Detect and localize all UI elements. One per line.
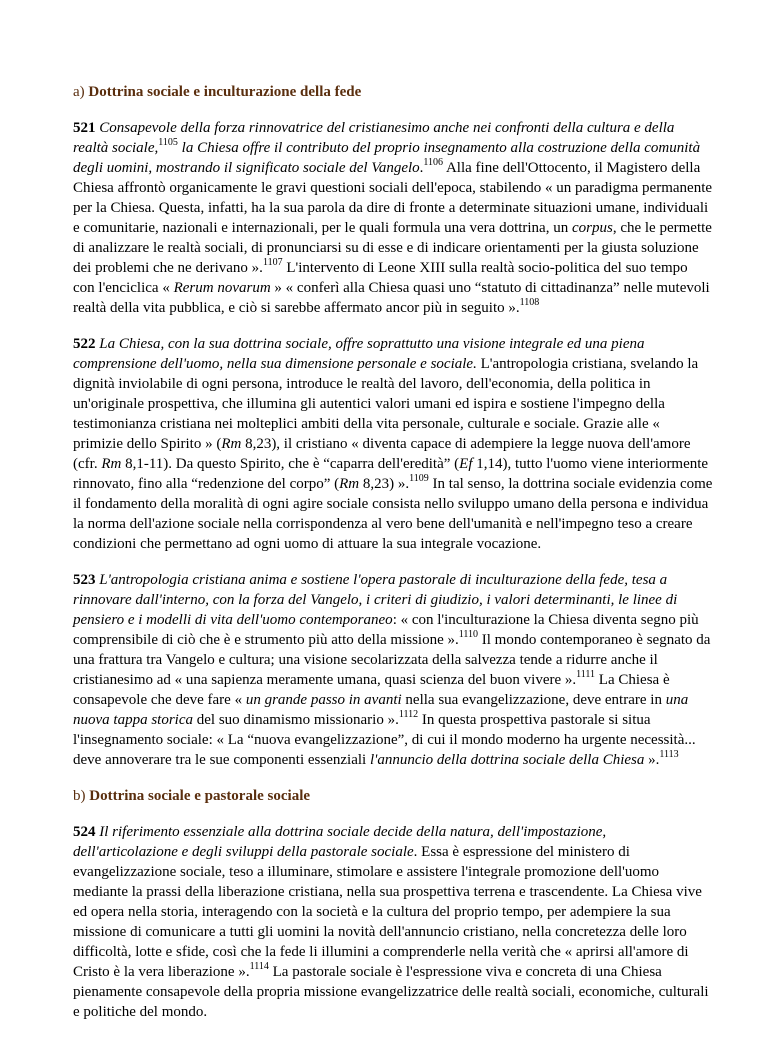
text: 8,23), il cristiano « diventa capace di adempiere la legge nuova dell'amore (cfr. xyxy=(73,436,691,472)
paragraph-522 xyxy=(73,334,713,554)
italic-text: corpus xyxy=(571,220,613,236)
footnote-ref[interactable]: 1110 xyxy=(458,629,479,640)
paragraph-number: 524 xyxy=(73,824,96,840)
footnote-ref[interactable]: 1106 xyxy=(423,157,444,168)
paragraph-number: 521 xyxy=(73,120,96,136)
text: La Chiesa è consapevole che deve fare « xyxy=(73,672,670,708)
footnote-ref[interactable]: 1105 xyxy=(158,137,178,148)
document-page xyxy=(73,68,713,1038)
text: del suo dinamismo missionario ». xyxy=(193,712,399,728)
footnote-ref[interactable]: 1114 xyxy=(249,961,269,972)
paragraph-number: 523 xyxy=(73,572,96,588)
paragraph-521 xyxy=(73,118,713,318)
italic-text: Consapevole della forza rinnovatrice del cristianesimo anche nei confronti della cultura e della realtà sociale, xyxy=(73,120,675,156)
italic-text: L'antropologia cristiana anima e sostiene l'opera pastorale di inculturazione della fede, tesa a rinnovare dall'interno, con la forza del Vangelo, i criteri di giudizio, i valori determinanti, le linee di pensiero e i modelli di vita dell'uomo contemporaneo xyxy=(73,572,678,628)
footnote-ref[interactable]: 1112 xyxy=(398,709,419,720)
italic-text: La Chiesa, con la sua dottrina sociale, offre soprattutto una visione integrale ed una piena comprensione dell'uomo, nella sua dimensione personale e sociale. xyxy=(73,336,645,372)
text: : « con l'inculturazione la Chiesa diventa segno più comprensibile di ciò che è e strumento più atto della missione ». xyxy=(73,612,699,648)
text: . xyxy=(419,160,424,176)
section-letter: b) xyxy=(73,788,90,804)
text: ». xyxy=(644,752,660,768)
text: La pastorale sociale è l'espressione viva e concreta di una Chiesa pienamente consapevole della propria missione evangelizzatrice delle realtà sociali, economiche, culturali e politiche del mondo. xyxy=(73,964,709,1020)
text: L'intervento di Leone XIII sulla realtà socio-politica del suo tempo con l'enciclica « xyxy=(73,260,688,296)
italic-text: una nuova tappa storica xyxy=(73,692,689,728)
text: 1,14), tutto l'uomo viene interiormente rinnovato, fino alla “redenzione del corpo” ( xyxy=(73,456,709,492)
section-heading-a xyxy=(73,82,713,102)
text: Alla fine dell'Ottocento, il Magistero della Chiesa affrontò organicamente le gravi questioni sociali dell'epoca, stabilendo « un paradigma permanente per la Chiesa. Questa, infatti, ha la sua parola da dire di fronte a determinate situazioni umane, individuali e comunitarie, nazionali e internazionali, per le quali formula una vera dottrina, un xyxy=(73,160,713,236)
text: . Essa è espressione del ministero di evangelizzazione sociale, teso a illuminare, stimolare e assistere l'integrale promozione dell'uomo mediante la prassi della liberazione cristiana, nella sua prospettiva terrena e trascendente. La Chiesa vive ed opera nella storia, interagendo con la società e la cultura del proprio tempo, per adempiere la sua missione di comunicare a tutti gli uomini la novità dell'annuncio cristiano, nella concretezza delle loro difficoltà, lotte e sfide, così che la fede li illumini a comprenderle nella verità che « aprirsi all'amore di Cristo è la vera liberazione ». xyxy=(73,844,702,980)
footnote-ref[interactable]: 1107 xyxy=(262,257,283,268)
section-title: Dottrina sociale e inculturazione della fede xyxy=(88,84,362,100)
footnote-ref[interactable]: 1108 xyxy=(519,297,540,308)
paragraph-number: 522 xyxy=(73,336,96,352)
italic-text: Rm xyxy=(101,456,122,472)
paragraph-524 xyxy=(73,822,713,1022)
text: Il mondo contemporaneo è segnato da una frattura tra Vangelo e cultura; una visione secolarizzata della salvezza tende a ridurre anche il cristianesimo ad « una sapienza meramente umana, quasi scienza del buon vivere ». xyxy=(73,632,711,688)
italic-text: Rm xyxy=(339,476,360,492)
section-title: Dottrina sociale e pastorale sociale xyxy=(89,788,311,804)
text: In questa prospettiva pastorale si situa l'insegnamento sociale: « La “nuova evangelizzazione”, di cui il mondo moderno ha urgente necessità... deve annoverare tra le sue componenti essenziali xyxy=(73,712,696,768)
text: 8,23) ». xyxy=(359,476,410,492)
italic-text: la Chiesa offre il contributo del proprio insegnamento alla costruzione della comunità degli uomini, mostrando il significato sociale del Vangelo xyxy=(73,140,701,176)
text: , che le permette di analizzare le realtà sociali, di pronunciarsi su di esse e di indicare orientamenti per la giusta soluzione dei problemi che ne derivano ». xyxy=(73,220,712,276)
text: L'antropologia cristiana, svelando la dignità inviolabile di ogni persona, introduce le realtà del lavoro, dell'economia, della politica in un'originale prospettiva, che illumina gli autentici valori umani ed ispira e sostiene l'impegno della testimonianza cristiana nei molteplici ambiti della vita personale, culturale e sociale. Grazie alle « primizie dello Spirito » ( xyxy=(73,356,699,452)
text: In tal senso, la dottrina sociale evidenzia come il fondamento della moralità di ogni agire sociale consista nello sviluppo umano della persona e individua la norma dell'azione sociale nella corrispondenza al vero bene dell'umanità e nell'impegno teso a creare condizioni che permettano ad ogni uomo di attuare la sua integrale vocazione. xyxy=(73,476,713,552)
italic-text: Rerum novarum xyxy=(173,280,271,296)
italic-text: Il riferimento essenziale alla dottrina sociale decide della natura, dell'impostazione, dell'articolazione e degli sviluppi della pastorale sociale xyxy=(73,824,607,860)
section-letter: a) xyxy=(73,84,89,100)
italic-text: l'annuncio della dottrina sociale della Chiesa xyxy=(369,752,645,768)
text: 8,1-11). Da questo Spirito, che è “caparra dell'eredità” ( xyxy=(121,456,460,472)
paragraph-523 xyxy=(73,570,713,770)
section-heading-b xyxy=(73,786,713,806)
footnote-ref[interactable]: 1111 xyxy=(576,669,596,680)
footnote-ref[interactable]: 1109 xyxy=(409,473,429,484)
italic-text: Ef xyxy=(459,456,473,472)
footnote-ref[interactable]: 1113 xyxy=(659,749,679,760)
italic-text: un grande passo in avanti xyxy=(245,692,402,708)
text: nella sua evangelizzazione, deve entrare in xyxy=(401,692,666,708)
text: » « conferì alla Chiesa quasi uno “statuto di cittadinanza” nelle mutevoli realtà della vita pubblica, e ciò si sarebbe affermato ancor più in seguito ». xyxy=(73,280,710,316)
italic-text: Rm xyxy=(221,436,242,452)
